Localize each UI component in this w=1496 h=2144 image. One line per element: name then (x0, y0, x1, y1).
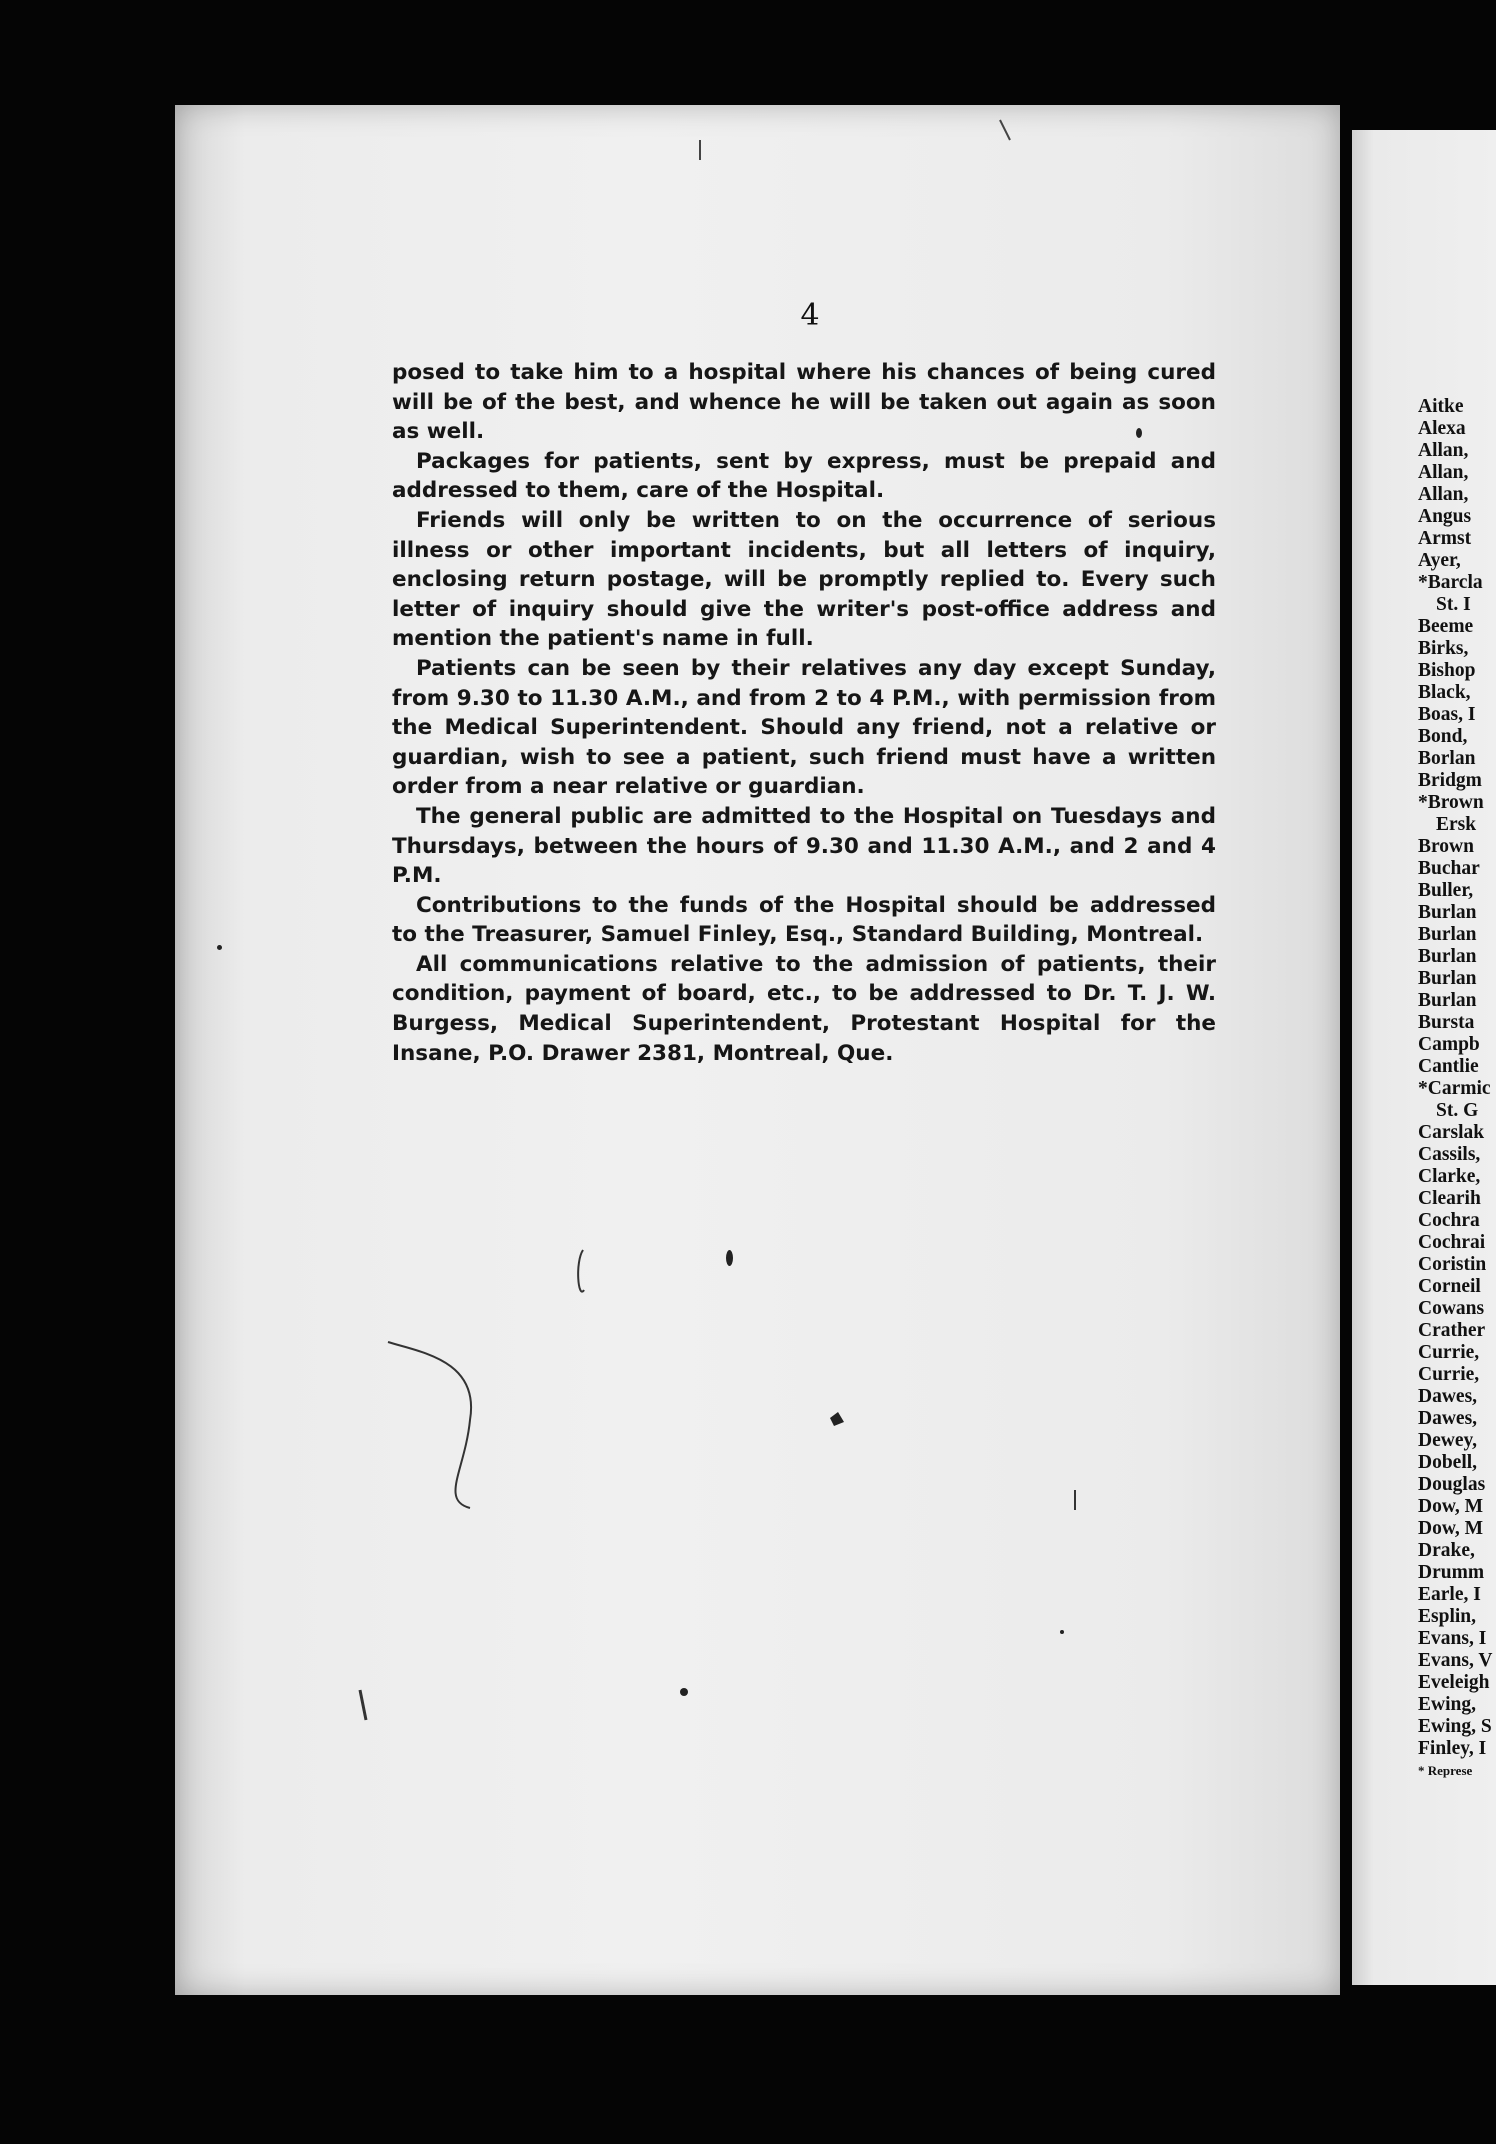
facing-page-name: Cochrai (1418, 1232, 1486, 1253)
facing-page-name: Allan, (1418, 462, 1469, 483)
facing-page-name: * Represe (1418, 1763, 1473, 1778)
facing-page-name: Douglas (1418, 1474, 1486, 1495)
facing-page-name: Bond, (1418, 726, 1468, 747)
facing-page-name: Burlan (1418, 902, 1477, 923)
facing-page-name: Dow, M (1418, 1496, 1483, 1517)
facing-page-name: Burlan (1418, 990, 1477, 1011)
facing-page-name: *Carmic (1418, 1078, 1491, 1099)
facing-page-name: Esplin, (1418, 1606, 1476, 1627)
facing-page-name: Dow, M (1418, 1518, 1483, 1539)
facing-page-name: Campb (1418, 1034, 1480, 1055)
facing-page-name: Allan, (1418, 440, 1469, 461)
facing-page-name: *Barcla (1418, 572, 1483, 593)
facing-page-name: Evans, V (1418, 1650, 1493, 1671)
paragraph-communications: All communications relative to the admission of patients, their condition, payment of board, etc., to be addressed to Dr. T. J. W. Burgess, Medical Superintendent, Protestant Hospital for the Insane, P.O. Drawer 2381, Montreal, Que. (392, 951, 1216, 1066)
paragraph-packages: Packages for patients, sent by express, must be prepaid and addressed to them, care of the Hospital. (392, 448, 1216, 504)
facing-page-name: Dawes, (1418, 1386, 1478, 1407)
facing-page-name: Clarke, (1418, 1166, 1481, 1187)
ink-speck (1136, 428, 1142, 438)
facing-page-name: Ersk (1436, 814, 1477, 835)
ink-speck (680, 1688, 688, 1696)
facing-page-name: Dewey, (1418, 1430, 1478, 1451)
facing-page-name: Dawes, (1418, 1408, 1478, 1429)
paragraph-contributions: Contributions to the funds of the Hospital should be addressed to the Treasurer, Samuel Finley, Esq., Standard Building, Montreal. (392, 892, 1216, 948)
facing-page-name: Allan, (1418, 484, 1469, 505)
facing-page-name: Buchar (1418, 858, 1480, 879)
facing-page-name: Eveleigh (1418, 1672, 1490, 1693)
facing-page-name: St. G (1436, 1100, 1479, 1121)
facing-page-name: Cantlie (1418, 1056, 1479, 1077)
facing-page-name: Ayer, (1418, 550, 1461, 571)
facing-page-name: Earle, I (1418, 1584, 1481, 1605)
facing-page-name: Drumm (1418, 1562, 1485, 1583)
facing-page-name: Birks, (1418, 638, 1469, 659)
facing-page-name: Beeme (1418, 616, 1474, 637)
facing-page-name: St. I (1436, 594, 1471, 615)
facing-page-name: Corneil (1418, 1276, 1481, 1297)
paragraph-visiting: Patients can be seen by their relatives any day except Sunday, from 9.30 to 11.30 A.M., and from 2 to 4 P.M., with permission from the Medical Superintendent. Should any friend, not a relative or guardian, wish to see a patient, such friend must have a written order from a near relative or guardian. (392, 655, 1216, 800)
facing-page-name: Ewing, S (1418, 1716, 1492, 1737)
facing-page-name: Cassils, (1418, 1144, 1481, 1165)
facing-page-name: Burlan (1418, 946, 1477, 967)
facing-page-name: Currie, (1418, 1364, 1480, 1385)
facing-page-name: Buller, (1418, 880, 1474, 901)
facing-page-name: Bursta (1418, 1012, 1475, 1033)
paragraph-friends: Friends will only be written to on the occurrence of serious illness or other important incidents, but all letters of inquiry, enclosing return postage, will be promptly replied to. Every such letter of inquiry should give the writer's post-office address and mention the patient's name in full. (392, 507, 1216, 652)
facing-page-name: Clearih (1418, 1188, 1481, 1209)
facing-page-name: Boas, I (1418, 704, 1476, 725)
facing-page-name: Burlan (1418, 924, 1477, 945)
page-number: 4 (800, 298, 820, 333)
facing-page-name: Carslak (1418, 1122, 1485, 1143)
facing-page-name: Cowans (1418, 1298, 1485, 1319)
facing-page-name: Currie, (1418, 1342, 1480, 1363)
facing-page-name: Cochra (1418, 1210, 1480, 1231)
facing-page-name: Evans, I (1418, 1628, 1487, 1649)
facing-page-name: Alexa (1418, 418, 1466, 439)
ink-speck (726, 1250, 733, 1266)
facing-page-name: Armst (1418, 528, 1472, 549)
facing-page-name: Burlan (1418, 968, 1477, 989)
ink-speck (217, 945, 222, 950)
facing-page-name: Finley, I (1418, 1738, 1487, 1759)
facing-page-name: Drake, (1418, 1540, 1475, 1561)
paragraph-public-admission: The general public are admitted to the Hospital on Tuesdays and Thursdays, between the hours of 9.30 and 11.30 A.M., and 2 and 4 P.M. (392, 803, 1216, 889)
facing-page-name: Bishop (1418, 660, 1476, 681)
facing-page-name: Angus (1418, 506, 1472, 527)
paragraph-continued: posed to take him to a hospital where his chances of being cured will be of the best, and whence he will be taken out again as soon as well. (392, 360, 1216, 445)
facing-page-name: Crather (1418, 1320, 1486, 1341)
facing-page-name: Ewing, (1418, 1694, 1476, 1715)
facing-page-name: *Brown (1418, 792, 1484, 813)
facing-page-name: Coristin (1418, 1254, 1487, 1275)
facing-page-name: Borlan (1418, 748, 1476, 769)
facing-page-name: Black, (1418, 682, 1471, 703)
ink-speck (1060, 1630, 1064, 1634)
facing-page-name: Brown (1418, 836, 1474, 857)
facing-page-name: Bridgm (1418, 770, 1482, 791)
facing-page-name: Dobell, (1418, 1452, 1478, 1473)
facing-page-name: Aitke (1418, 396, 1464, 417)
